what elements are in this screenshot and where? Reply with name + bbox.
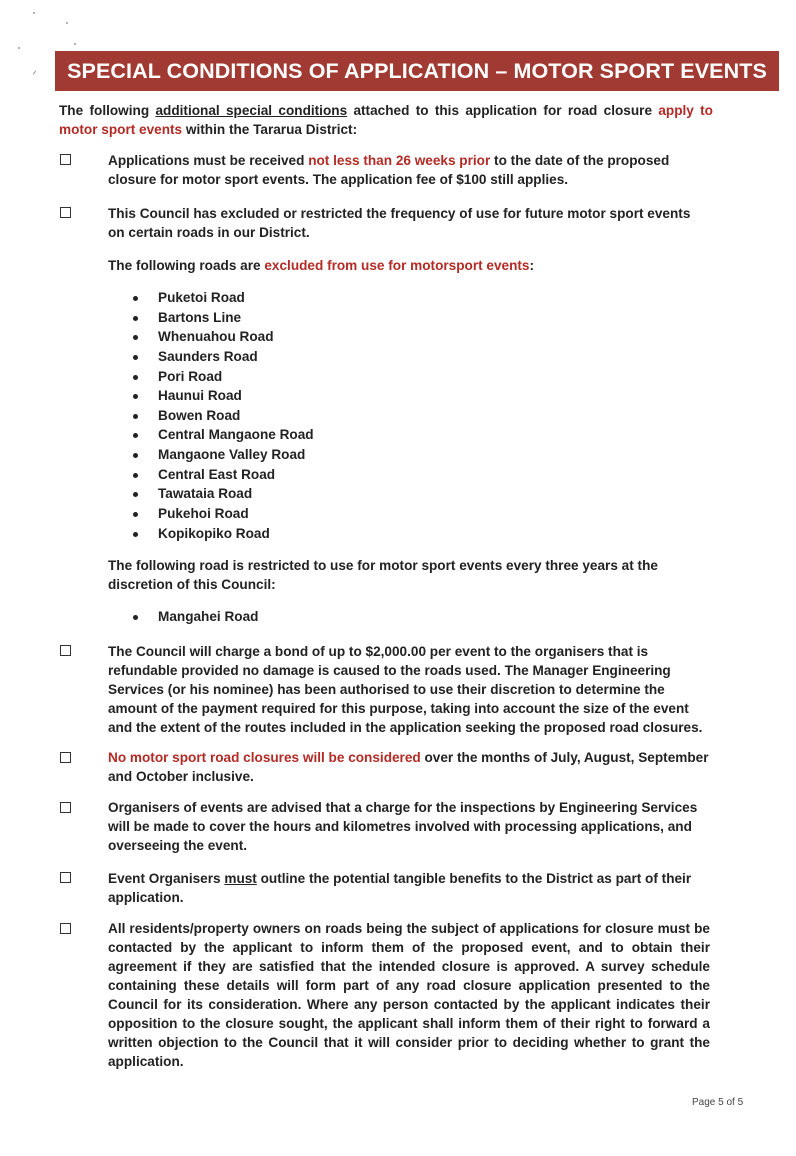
condition-benefits: Event Organisers must outline the potential tangible benefits to the District as part of their application. [108, 871, 692, 905]
condition-restricted-roads: This Council has excluded or restricted the frequency of use for future motor sport events on certain roads in our District. [108, 206, 691, 240]
list-item: Central Mangaone Road [133, 425, 314, 445]
restricted-road-list [133, 607, 258, 626]
list-item: Bowen Road [133, 406, 314, 426]
list-item: Tawataia Road [133, 484, 314, 504]
list-item: Puketoi Road [133, 288, 314, 308]
list-item: Pori Road [133, 367, 314, 387]
condition-inspections: Organisers of events are advised that a charge for the inspections by Engineering Services will be made to cover the hours and kilometres involved with processing applications, and overseeing the event. [108, 800, 698, 853]
checkbox-excluded-months[interactable] [60, 752, 71, 763]
excluded-roads-list [133, 288, 314, 543]
list-item: Whenuahou Road [133, 327, 314, 347]
list-item: Mangahei Road [133, 607, 258, 626]
list-item: Saunders Road [133, 347, 314, 367]
checkbox-residents[interactable] [60, 923, 71, 934]
checkbox-benefits[interactable] [60, 872, 71, 883]
condition-excluded-months: No motor sport road closures will be considered over the months of July, August, September and October inclusive. [108, 750, 709, 784]
checkbox-restricted-roads[interactable] [60, 207, 71, 218]
condition-bond: The Council will charge a bond of up to $2,000.00 per event to the organisers that is refundable provided no damage is caused to the roads used. The Manager Engineering Services (or his nominee) has been authorised to use their discretion to determine the amount of the payment required for this purpose, taking into account the size of the event and the extent of the routes included in the application seeking the proposed road closures. [108, 644, 703, 735]
list-item: Bartons Line [133, 308, 314, 328]
list-item: Haunui Road [133, 386, 314, 406]
list-item: Pukehoi Road [133, 504, 314, 524]
page-title: SPECIAL CONDITIONS OF APPLICATION – MOTOR SPORT EVENTS [55, 51, 779, 91]
condition-application-deadline: Applications must be received not less than 26 weeks prior to the date of the proposed closure for motor sport events. The application fee of $100 still applies. [108, 153, 670, 187]
checkbox-application-deadline[interactable] [60, 154, 71, 165]
condition-residents: All residents/property owners on roads being the subject of applications for closure must be contacted by the applicant to inform them of the proposed event, and to obtain their agreement if they are satisfied that the intended closure is approved. A survey schedule containing these details will form part of any road closure application presented to the Council for its consideration. Where any person contacted by the applicant indicates their opposition to the closure sought, the applicant shall inform them of their right to forward a written objection to the Council that it will consider prior to deciding whether to grant the application. [108, 921, 710, 1069]
intro-paragraph: The following additional special conditions attached to this application for road closure apply to motor sport events within the Tararua District: [59, 103, 713, 137]
list-item: Mangaone Valley Road [133, 445, 314, 465]
page-number: Page 5 of 5 [692, 1097, 744, 1108]
checkbox-bond[interactable] [60, 645, 71, 656]
list-item: Kopikopiko Road [133, 524, 314, 544]
list-item: Central East Road [133, 465, 314, 485]
restricted-road-text: The following road is restricted to use for motor sport events every three years at the discretion of this Council: [108, 558, 658, 592]
checkbox-inspections[interactable] [60, 802, 71, 813]
excluded-roads-heading: The following roads are excluded from use for motorsport events: [108, 258, 535, 273]
